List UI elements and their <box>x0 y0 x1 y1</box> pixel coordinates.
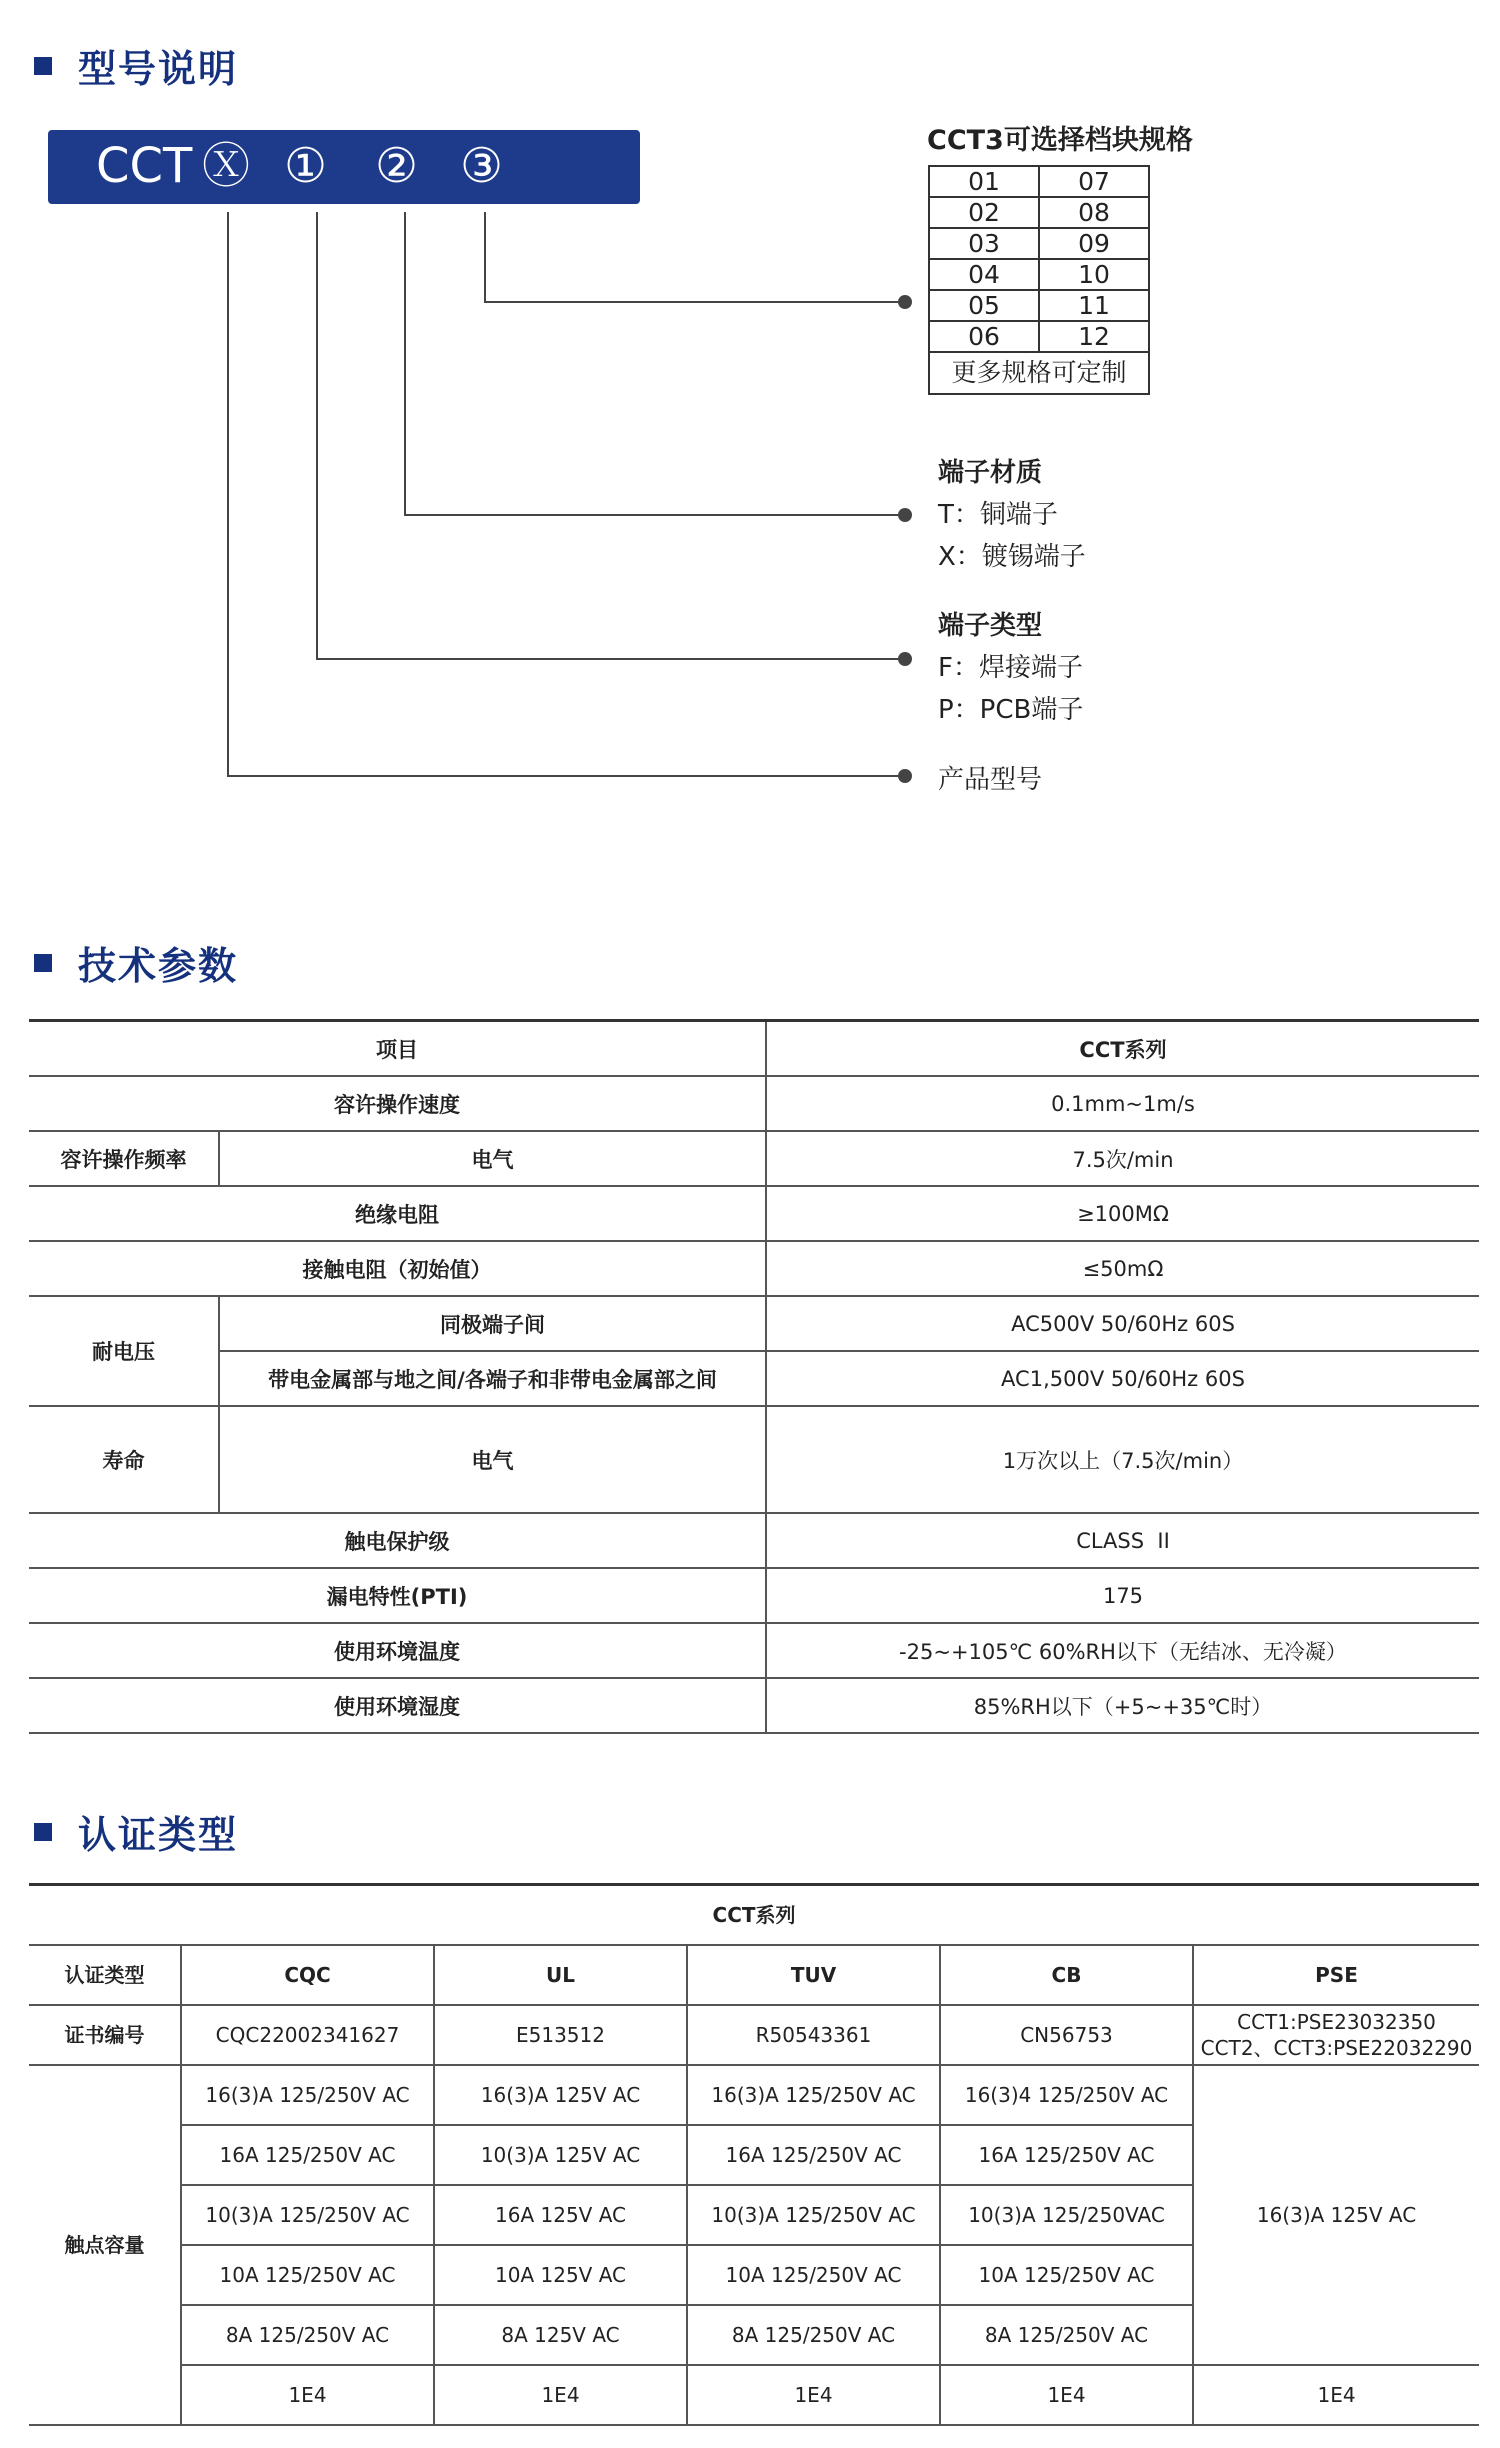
life-cell: 1E4 <box>940 2365 1193 2425</box>
spec-row <box>929 290 1149 321</box>
tech-label: 耐电压 <box>29 1296 219 1406</box>
table-row <box>29 2065 1479 2125</box>
spec-cell: 03 <box>929 228 1039 259</box>
cert-type-ul: UL <box>434 1945 687 2005</box>
model-position-2: ② <box>375 138 419 194</box>
capacity-cell: 16A 125/250V AC <box>181 2125 434 2185</box>
cert-series-title: CCT系列 <box>29 1885 1479 1946</box>
spec-cell: 09 <box>1039 228 1149 259</box>
tech-value: 85%RH以下（+5~+35℃时） <box>766 1678 1479 1733</box>
tech-label: 绝缘电阻 <box>29 1186 766 1241</box>
model-prefix: CCT <box>96 138 193 194</box>
cert-type-pse: PSE <box>1193 1945 1479 2005</box>
material-title: 端子材质 <box>938 458 1043 488</box>
life-cell: 1E4 <box>687 2365 940 2425</box>
table-row <box>29 2365 1479 2425</box>
dot-material <box>898 508 912 522</box>
spec-row <box>929 228 1149 259</box>
spec-table <box>928 165 1150 395</box>
tech-header-row <box>29 1021 1479 1077</box>
tech-header-item: 项目 <box>29 1021 766 1077</box>
tech-value: -25~+105℃ 60%RH以下（无结冰、无冷凝） <box>766 1623 1479 1678</box>
cert-number: CQC22002341627 <box>181 2005 434 2065</box>
tech-sublabel: 电气 <box>219 1406 766 1513</box>
cert-number-label: 证书编号 <box>29 2005 181 2065</box>
capacity-cell: 8A 125/250V AC <box>687 2305 940 2365</box>
capacity-cell: 10A 125V AC <box>434 2245 687 2305</box>
cert-capacity-label: 触点容量 <box>29 2065 181 2425</box>
table-row <box>29 1513 1479 1568</box>
table-row <box>29 1568 1479 1623</box>
table-row <box>29 1131 1479 1186</box>
capacity-cell: 8A 125/250V AC <box>940 2305 1193 2365</box>
material-x: X：镀锡端子 <box>938 542 1086 572</box>
tech-value: CLASS II <box>766 1513 1479 1568</box>
capacity-cell: 16A 125V AC <box>434 2185 687 2245</box>
table-row <box>29 1678 1479 1733</box>
spec-footer: 更多规格可定制 <box>929 352 1149 394</box>
capacity-cell: 8A 125V AC <box>434 2305 687 2365</box>
spec-row <box>929 321 1149 352</box>
type-p: P：PCB端子 <box>938 695 1084 725</box>
dot-product <box>898 769 912 783</box>
spec-cell: 11 <box>1039 290 1149 321</box>
table-row <box>29 1296 1479 1351</box>
tech-value: AC500V 50/60Hz 60S <box>766 1296 1479 1351</box>
tech-value: 7.5次/min <box>766 1131 1479 1186</box>
capacity-cell: 10A 125/250V AC <box>940 2245 1193 2305</box>
spec-cell: 02 <box>929 197 1039 228</box>
table-row <box>29 1406 1479 1513</box>
connector-lines-svg <box>0 0 1500 800</box>
table-row <box>29 1076 1479 1131</box>
section-square-icon <box>34 954 52 972</box>
life-cell: 1E4 <box>1193 2365 1479 2425</box>
line-prefix <box>228 212 905 776</box>
cert-number: R50543361 <box>687 2005 940 2065</box>
capacity-cell: 10(3)A 125V AC <box>434 2125 687 2185</box>
section-model-title: 型号说明 <box>78 47 239 91</box>
capacity-cell: 10A 125/250V AC <box>687 2245 940 2305</box>
spec-cell: 05 <box>929 290 1039 321</box>
tech-sublabel: 带电金属部与地之间/各端子和非带电金属部之间 <box>219 1351 766 1406</box>
tech-label: 接触电阻（初始值） <box>29 1241 766 1296</box>
capacity-cell: 10(3)A 125/250VAC <box>940 2185 1193 2245</box>
table-row <box>29 1945 1479 2005</box>
spec-row <box>929 352 1149 394</box>
cert-number: E513512 <box>434 2005 687 2065</box>
table-row <box>29 1241 1479 1296</box>
capacity-cell: 16A 125/250V AC <box>940 2125 1193 2185</box>
capacity-cell: 10(3)A 125/250V AC <box>687 2185 940 2245</box>
spec-cell: 12 <box>1039 321 1149 352</box>
cert-type-tuv: TUV <box>687 1945 940 2005</box>
tech-label: 漏电特性(PTI) <box>29 1568 766 1623</box>
capacity-cell: 10A 125/250V AC <box>181 2245 434 2305</box>
tech-value: ≥100MΩ <box>766 1186 1479 1241</box>
section-cert-header <box>34 1804 238 1859</box>
table-row <box>29 1351 1479 1406</box>
tech-table <box>29 1019 1479 1734</box>
tech-value: 1万次以上（7.5次/min） <box>766 1406 1479 1513</box>
table-row <box>29 1623 1479 1678</box>
cert-number-pse-line2: CCT2、CCT3:PSE22032290 <box>1200 2036 1473 2060</box>
tech-value: ≤50mΩ <box>766 1241 1479 1296</box>
tech-header-series: CCT系列 <box>766 1021 1479 1077</box>
line-position-3 <box>485 212 905 302</box>
dot-spec <box>898 295 912 309</box>
line-position-2 <box>405 212 905 515</box>
cert-number-pse <box>1193 2005 1479 2065</box>
tech-label: 触电保护级 <box>29 1513 766 1568</box>
model-position-1: ① <box>284 138 328 194</box>
spec-cell: 06 <box>929 321 1039 352</box>
cert-table <box>29 1883 1479 2426</box>
table-row <box>29 1186 1479 1241</box>
model-x-symbol: Ⓧ <box>202 138 251 194</box>
model-position-3: ③ <box>460 138 504 194</box>
cert-series-row <box>29 1885 1479 1946</box>
tech-label: 容许操作速度 <box>29 1076 766 1131</box>
spec-row <box>929 166 1149 197</box>
material-t: T：铜端子 <box>938 500 1058 530</box>
capacity-cell: 16(3)A 125V AC <box>434 2065 687 2125</box>
tech-label: 寿命 <box>29 1406 219 1513</box>
tech-value: AC1,500V 50/60Hz 60S <box>766 1351 1479 1406</box>
cert-number: CN56753 <box>940 2005 1193 2065</box>
cert-type-label: 认证类型 <box>29 1945 181 2005</box>
capacity-cell: 8A 125/250V AC <box>181 2305 434 2365</box>
tech-label: 使用环境温度 <box>29 1623 766 1678</box>
section-tech-header <box>34 935 238 990</box>
capacity-cell: 16(3)A 125/250V AC <box>687 2065 940 2125</box>
spec-cell: 07 <box>1039 166 1149 197</box>
section-square-icon <box>34 1823 52 1841</box>
tech-value: 0.1mm~1m/s <box>766 1076 1479 1131</box>
spec-cell: 08 <box>1039 197 1149 228</box>
spec-row <box>929 197 1149 228</box>
type-f: F：焊接端子 <box>938 653 1083 683</box>
spec-cell: 04 <box>929 259 1039 290</box>
product-model-label: 产品型号 <box>938 765 1043 795</box>
cert-number-pse-line1: CCT1:PSE23032350 <box>1237 2010 1436 2034</box>
tech-label: 使用环境湿度 <box>29 1678 766 1733</box>
section-cert-title: 认证类型 <box>78 1813 239 1857</box>
spec-cell: 10 <box>1039 259 1149 290</box>
tech-label: 容许操作频率 <box>29 1131 219 1186</box>
spec-row <box>929 259 1149 290</box>
capacity-pse: 16(3)A 125V AC <box>1193 2065 1479 2365</box>
capacity-cell: 16(3)A 125/250V AC <box>181 2065 434 2125</box>
cert-type-cqc: CQC <box>181 1945 434 2005</box>
capacity-cell: 16(3)4 125/250V AC <box>940 2065 1193 2125</box>
capacity-cell: 16A 125/250V AC <box>687 2125 940 2185</box>
spec-cell: 01 <box>929 166 1039 197</box>
life-cell: 1E4 <box>181 2365 434 2425</box>
tech-sublabel: 同极端子间 <box>219 1296 766 1351</box>
dot-type <box>898 652 912 666</box>
cert-type-cb: CB <box>940 1945 1193 2005</box>
tech-sublabel: 电气 <box>219 1131 766 1186</box>
section-tech-title: 技术参数 <box>78 944 239 988</box>
spec-table-title: CCT3可选择档块规格 <box>927 125 1193 156</box>
capacity-cell: 10(3)A 125/250V AC <box>181 2185 434 2245</box>
table-row <box>29 2005 1479 2065</box>
type-title: 端子类型 <box>938 611 1043 641</box>
tech-value: 175 <box>766 1568 1479 1623</box>
life-cell: 1E4 <box>434 2365 687 2425</box>
